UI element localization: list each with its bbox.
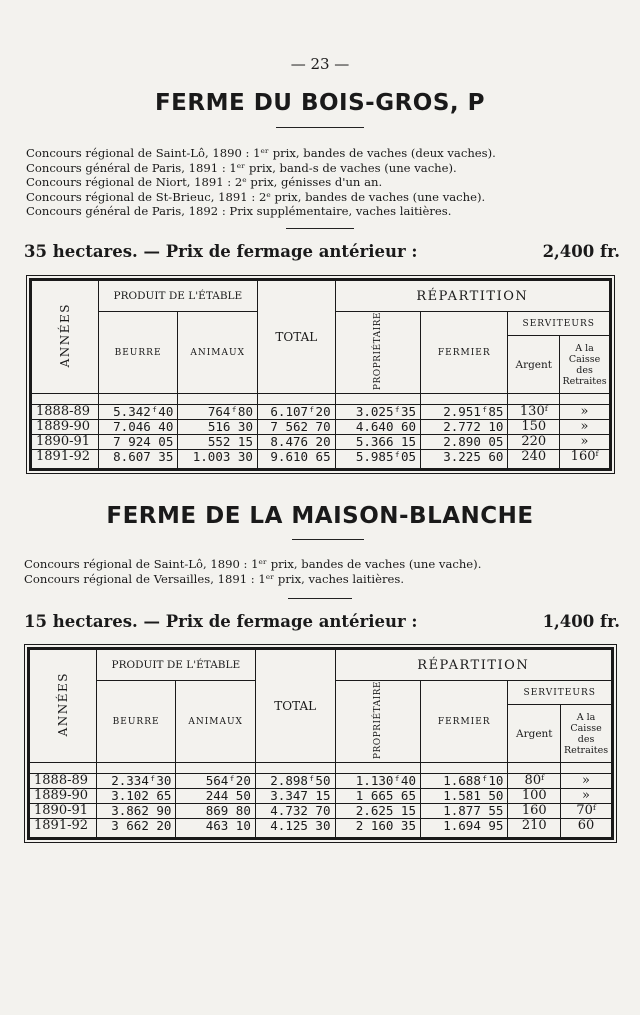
table-cell: 130ᶠ	[508, 405, 560, 420]
table-cell: 1.688ᶠ10	[421, 774, 508, 789]
table-cell: 5.342ᶠ40	[98, 405, 178, 420]
table-cell: 7 562 70	[257, 420, 335, 435]
animaux-header: ANIMAUX	[176, 681, 255, 763]
table-row	[29, 819, 613, 839]
table-cell: 1890-91	[29, 804, 97, 819]
page-number: — 23 —	[290, 55, 350, 73]
table-cell: 4.640 60	[335, 420, 420, 435]
table-row	[31, 405, 611, 420]
table-cell: 100	[508, 789, 561, 804]
table-cell: 80ᶠ	[508, 774, 561, 789]
table-cell: 3.862 90	[96, 804, 176, 819]
table-cell: 160	[508, 804, 561, 819]
table-cell: 8.607 35	[98, 450, 178, 470]
divider	[288, 598, 352, 599]
total-header: TOTAL	[255, 649, 335, 763]
table-row	[29, 804, 613, 819]
argent-header: Argent	[508, 705, 561, 763]
table-cell: 2 160 35	[335, 819, 421, 839]
table-cell: »	[560, 405, 611, 420]
table-row	[29, 774, 613, 789]
award-line: Concours régional de Saint-Lô, 1890 : 1ᵉʳ prix, bandes de vaches (deux vaches).	[26, 146, 496, 160]
table-cell: 2.951ᶠ85	[421, 405, 508, 420]
table-cell: 463 10	[176, 819, 255, 839]
table-cell: 8.476 20	[257, 435, 335, 450]
table-row	[29, 789, 613, 804]
award-line: Concours régional de Niort, 1891 : 2ᵉ prix, génisses d'un an.	[26, 175, 383, 190]
table-cell: 240	[508, 450, 560, 470]
table-row	[31, 420, 611, 435]
annees-header: ANNÉES	[29, 649, 97, 763]
serviteurs-header: SERVITEURS	[508, 681, 613, 705]
produit-header: PRODUIT DE L'ÉTABLE	[98, 280, 257, 312]
table-cell: 1888-89	[31, 405, 99, 420]
table-cell: 2.625 15	[335, 804, 421, 819]
farm1-title: FERME DU BOIS-GROS, P	[154, 90, 486, 116]
table-cell: 2.898ᶠ50	[255, 774, 335, 789]
table-cell: 1.003 30	[178, 450, 258, 470]
table-cell: 150	[508, 420, 560, 435]
table-cell: 160ᶠ	[560, 450, 611, 470]
beurre-header: BEURRE	[96, 681, 176, 763]
total-header: TOTAL	[257, 280, 335, 394]
table-cell: 5.985ᶠ05	[335, 450, 420, 470]
farm2-table	[27, 647, 614, 840]
farm2-title: FERME DE LA MAISON-BLANCHE	[106, 503, 534, 529]
table-cell: 1889-90	[29, 789, 97, 804]
table-cell: 3.102 65	[96, 789, 176, 804]
produit-header: PRODUIT DE L'ÉTABLE	[96, 649, 255, 681]
fermier-header: FERMIER	[421, 681, 508, 763]
divider	[286, 228, 354, 229]
farm1-awards	[26, 146, 626, 219]
caisse-header: A la Caisse des Retraites	[560, 336, 611, 394]
table-cell: 210	[508, 819, 561, 839]
award-line: Concours général de Paris, 1891 : 1ᵉʳ prix, band-s de vaches (une vache).	[26, 160, 457, 175]
serviteurs-header: SERVITEURS	[508, 312, 611, 336]
prix-value: 2,400 fr.	[542, 242, 620, 261]
table-cell: 6.107ᶠ20	[257, 405, 335, 420]
table-cell: 7 924 05	[98, 435, 178, 450]
table-row	[31, 435, 611, 450]
table-cell: 3.025ᶠ35	[335, 405, 420, 420]
table-cell: 2.772 10	[421, 420, 508, 435]
table-cell: »	[560, 420, 611, 435]
proprietaire-header: PROPRIÉTAIRE	[335, 681, 421, 763]
table-cell: 2.890 05	[421, 435, 508, 450]
farm1-table	[29, 278, 612, 471]
hectares-text: 35 hectares. — Prix de fermage antérieur :	[24, 242, 418, 261]
table-cell: 1889-90	[31, 420, 99, 435]
award-line: Concours régional de Versailles, 1891 : 1ᵉʳ prix, vaches laitières.	[24, 571, 405, 586]
table-cell: 1888-89	[29, 774, 97, 789]
table-cell: 1 665 65	[335, 789, 421, 804]
prix-value: 1,400 fr.	[542, 612, 620, 631]
fermier-header: FERMIER	[421, 312, 508, 394]
divider	[292, 539, 364, 540]
table-cell: 1.877 55	[421, 804, 508, 819]
table-cell: 4.732 70	[255, 804, 335, 819]
repartition-header: RÉPARTITION	[335, 649, 613, 681]
table-cell: 1890-91	[31, 435, 99, 450]
farm2-hectares-line	[24, 612, 620, 631]
argent-header: Argent	[508, 336, 560, 394]
animaux-header: ANIMAUX	[178, 312, 258, 394]
award-line: Concours régional de St-Brieuc, 1891 : 2ᵉ prix, bandes de vaches (une vache).	[26, 189, 486, 204]
repartition-header: RÉPARTITION	[335, 280, 610, 312]
table-cell: 869 80	[176, 804, 255, 819]
table-cell: 70ᶠ	[561, 804, 613, 819]
table-row	[31, 450, 611, 470]
table-cell: 564ᶠ20	[176, 774, 255, 789]
table-cell: 3.225 60	[421, 450, 508, 470]
hectares-text: 15 hectares. — Prix de fermage antérieur :	[24, 612, 418, 631]
divider	[276, 127, 364, 128]
table-cell: 1.130ᶠ40	[335, 774, 421, 789]
table-cell: 60	[561, 819, 613, 839]
beurre-header: BEURRE	[98, 312, 178, 394]
table-cell: 1.694 95	[421, 819, 508, 839]
table-cell: 552 15	[178, 435, 258, 450]
table-cell: »	[560, 435, 611, 450]
table-cell: »	[561, 774, 613, 789]
table-cell: 5.366 15	[335, 435, 420, 450]
annees-header: ANNÉES	[31, 280, 99, 394]
table-cell: 2.334ᶠ30	[96, 774, 176, 789]
award-line: Concours régional de Saint-Lô, 1890 : 1ᵉʳ prix, bandes de vaches (une vache).	[24, 557, 482, 571]
farm2-awards	[24, 557, 624, 586]
table-cell: »	[561, 789, 613, 804]
farm1-hectares-line	[24, 242, 620, 261]
table-cell: 1.581 50	[421, 789, 508, 804]
table-cell: 516 30	[178, 420, 258, 435]
table-cell: 3.347 15	[255, 789, 335, 804]
table-cell: 764ᶠ80	[178, 405, 258, 420]
table-cell: 1891-92	[29, 819, 97, 839]
proprietaire-header: PROPRIÉTAIRE	[335, 312, 420, 394]
table-cell: 244 50	[176, 789, 255, 804]
table-cell: 4.125 30	[255, 819, 335, 839]
table-cell: 220	[508, 435, 560, 450]
table-cell: 1891-92	[31, 450, 99, 470]
table-cell: 7.046 40	[98, 420, 178, 435]
award-line: Concours général de Paris, 1892 : Prix supplémentaire, vaches laitières.	[26, 204, 452, 219]
caisse-header: A la Caisse des Retraites	[561, 705, 613, 763]
table-cell: 3 662 20	[96, 819, 176, 839]
table-cell: 9.610 65	[257, 450, 335, 470]
